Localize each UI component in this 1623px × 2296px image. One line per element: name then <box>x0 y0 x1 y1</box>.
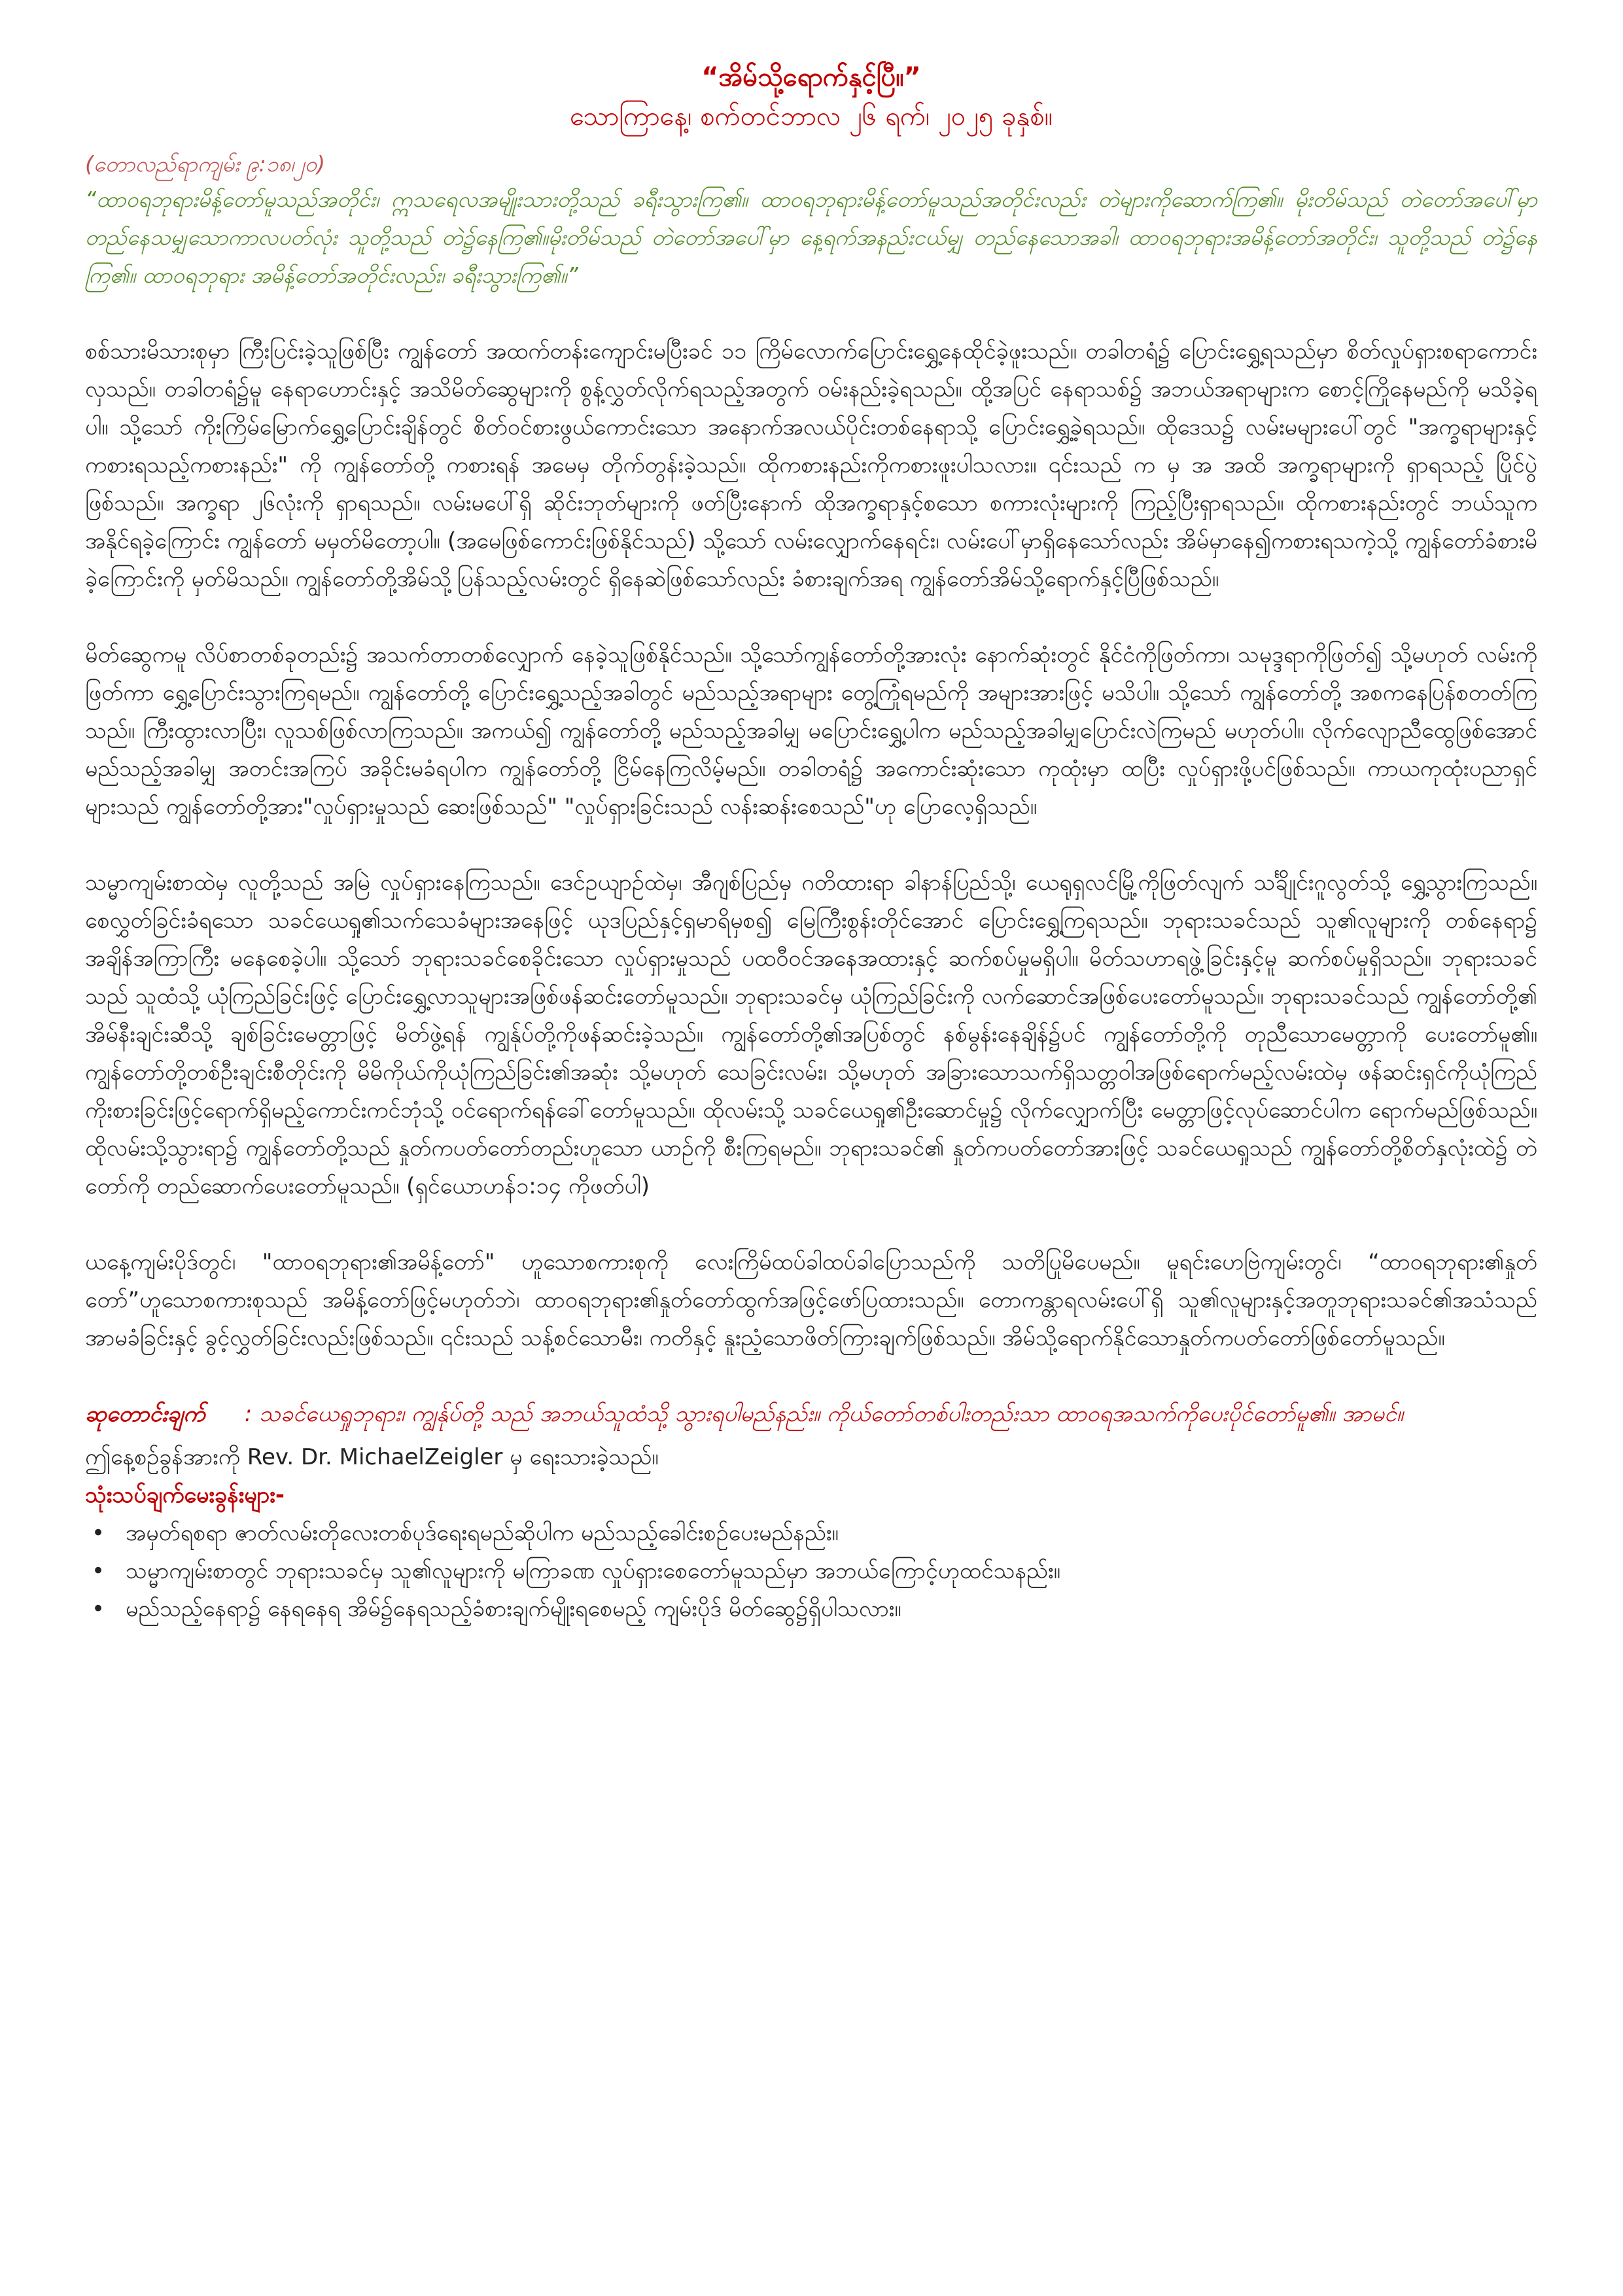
questions-title: သုံးသပ်ချက်မေးခွန်းများ- <box>85 1482 285 1508</box>
prayer <box>85 1395 1537 1433</box>
body-paragraph-3: သမ္မာကျမ်းစာထဲမှ လူတို့သည် အမြဲ လှုပ်ရှားနေကြသည်။ ဒေင်ဥယျာဉ်ထဲမှ၊ အီဂျစ်ပြည်မှ ဂတိထားရာ ခါနာန်ပြည်သို့၊ ယေရုရှလင်မြို့ကိုဖြတ်လျက် သင်္ချိုင်းဂူလွတ်သို့ ရွှေ့သွားကြသည်။ စေလွှတ်ခြင်းခံရသော သခင်ယေရှု၏သက်သေခံများအနေဖြင့် ယုဒပြည်နှင့်ရှမာရိမှစ၍ မြေကြီးစွန်းတိုင်အောင် ပြောင်းရွှေ့ကြရသည်။ ဘုရားသခင်သည် သူ၏လူများကို တစ်နေရာ၌ အချိန်အကြာကြီး မနေစေခဲ့ပါ။ သို့သော် ဘုရားသခင်စေခိုင်းသော လှုပ်ရှားမှုသည် ပထဝီဝင်အနေအထားနှင့် ဆက်စပ်မှုမရှိပါ။ မိတ်သဟာရဖွဲ့ခြင်းနှင့်မူ ဆက်စပ်မှုရှိသည်။ ဘုရားသခင်သည် သူထံသို့ ယုံကြည်ခြင်းဖြင့် ပြောင်းရွှေ့လာသူများအဖြစ်ဖန်ဆင်းတော်မူသည်။ ဘုရားသခင်မှ ယုံကြည်ခြင်းကို လက်ဆောင်အဖြစ်ပေးတော်မူသည်။ ဘုရားသခင်သည် ကျွန်တော်တို့၏ အိမ်နီးချင်းဆီသို့ ချစ်ခြင်းမေတ္တာဖြင့် မိတ်ဖွဲ့ရန် ကျွန်ုပ်တို့ကိုဖန်ဆင်းခဲ့သည်။ ကျွန်တော်တို့၏အပြစ်တွင် နစ်မွန်းနေချိန်၌ပင် ကျွန်တော်တို့ကို တုညီသောမေတ္တာကို ပေးတော်မူ၏။ ကျွန်တော်တို့တစ်ဦးချင်းစီတိုင်းကို မိမိကိုယ်ကိုယုံကြည်ခြင်း၏အဆုံး သို့မဟုတ် သေခြင်းလမ်း၊ သို့မဟုတ် အခြားသောသက်ရှိသတ္တဝါအဖြစ်ရောက်မည့်လမ်းထဲမှ ဖန်ဆင်းရှင်ကိုယုံကြည်ကိုးစားခြင်းဖြင့်ရောက်ရှိမည့်ကောင်းကင်ဘုံသို့ ဝင်ရောက်ရန်ခေါ်တော်မူသည်။ ထိုလမ်းသို့ သခင်ယေရှု၏ဦးဆောင်မှု၌ လိုက်လျှောက်ပြီး မေတ္တာဖြင့်လုပ်ဆောင်ပါက ရောက်မည်ဖြစ်သည်။ ထိုလမ်းသို့သွားရာ၌ ကျွန်တော်တို့သည် နှုတ်ကပတ်တော်တည်းဟူသော ယာဉ်ကို စီးကြရမည်။ ဘုရားသခင်၏ နှုတ်ကပတ်တော်အားဖြင့် သခင်ယေရှုသည် ကျွန်တော်တို့စိတ်နှလုံးထဲ၌ တဲတော်ကို တည်ဆောက်ပေးတော်မူသည်။ (ရှင်ယောဟန်၁:၁၄ ကိုဖတ်ပါ) <box>85 870 1537 1199</box>
body-paragraph-1: စစ်သားမိသားစုမှာ ကြီးပြင်းခဲ့သူဖြစ်ပြီး ကျွန်တော် အထက်တန်းကျောင်းမပြီးခင် ၁၁ ကြိမ်လောက်ပြောင်းရွှေ့နေထိုင်ခဲ့ဖူးသည်။ တခါတရံ၌ ပြောင်းရွှေ့ရသည်မှာ စိတ်လှုပ်ရှားစရာကောင်းလှသည်။ တခါတရံ၌မူ နေရာဟောင်းနှင့် အသိမိတ်ဆွေများကို စွန့်လွှတ်လိုက်ရသည့်အတွက် ဝမ်းနည်းခဲ့ရသည်။ ထို့အပြင် နေရာသစ်၌ အဘယ်အရာများက စောင့်ကြိုနေမည်ကို မသိခဲ့ရပါ။ သို့သော် ကိုးကြိမ်မြောက်ရွှေ့ပြောင်းချိန်တွင် စိတ်ဝင်စားဖွယ်ကောင်းသော အနောက်အလယ်ပိုင်းတစ်နေရာသို့ ပြောင်းရွှေ့ခဲ့ရသည်။ ထိုဒေသ၌ လမ်းမများပေါ်တွင် "အက္ခရာများနှင့်ကစားရသည့်ကစားနည်း" ကို ကျွန်တော်တို့ ကစားရန် အမေမှ တိုက်တွန်းခဲ့သည်။ ထိုကစားနည်းကိုကစားဖူးပါသလား။ ၎င်းသည် က မှ အ အထိ အက္ခရာများကို ရှာရသည့် ပြိုင်ပွဲဖြစ်သည်။ အက္ခရာ ၂၆လုံးကို ရှာရသည်။ လမ်းမပေါ်ရှိ ဆိုင်းဘုတ်များကို ဖတ်ပြီးနောက် ထိုအက္ခရာနှင့်စသော စကားလုံးများကို ကြည့်ပြီးရှာရသည်။ ထိုကစားနည်းတွင် ဘယ်သူကအနိုင်ရခဲ့ကြောင်း ကျွန်တော် မမှတ်မိတော့ပါ။ (အမေဖြစ်ကောင်းဖြစ်နိုင်သည်) သို့သော် လမ်းလျှောက်နေရင်း၊ လမ်းပေါ်မှာရှိနေသော်လည်း အိမ်မှာနေ၍ကစားရသကဲ့သို့ ကျွန်တော်ခံစားမိခဲ့ကြောင်းကို မှတ်မိသည်။ ကျွန်တော်တို့အိမ်သို့ပြန်သည့်လမ်းတွင် ရှိနေဆဲဖြစ်သော်လည်း ခံစားချက်အရ ကျွန်တော်အိမ်သို့ရောက်နှင့်ပြီဖြစ်သည်။ <box>85 338 1538 592</box>
scripture-reference: (တောလည်ရာကျမ်း ၉:၁၈၊၂၀) <box>85 151 326 177</box>
prayer-label: ဆုတောင်းချက် <box>85 1401 205 1427</box>
bullet-icon: • <box>92 1520 105 1546</box>
question-text: သမ္မာကျမ်းစာတွင် ဘုရားသခင်မှ သူ၏လူများကို မကြာခဏ လှုပ်ရှားစေတော်မူသည်မှာ အဘယ်ကြောင့်ဟုထင်သနည်း။ <box>126 1558 1060 1584</box>
body-paragraph-2: မိတ်ဆွေကမူ လိပ်စာတစ်ခုတည်း၌ အသက်တာတစ်လျှောက် နေခဲ့သူဖြစ်နိုင်သည်။ သို့သော်ကျွန်တော်တို့အားလုံး နောက်ဆုံးတွင် နိုင်ငံကိုဖြတ်ကာ၊ သမုဒ္ဒရာကိုဖြတ်၍ သို့မဟုတ် လမ်းကိုဖြတ်ကာ ရွှေ့ပြောင်းသွားကြရမည်။ ကျွန်တော်တို့ ပြောင်းရွှေ့သည့်အခါတွင် မည်သည့်အရာများ တွေ့ကြုံရမည်ကို အများအားဖြင့် မသိပါ။ သို့သော် ကျွန်တော်တို့ အစကနေပြန်စတတ်ကြသည်။ ကြီးထွားလာပြီး၊ လူသစ်ဖြစ်လာကြသည်။ အကယ်၍ ကျွန်တော်တို့ မည်သည့်အခါမျှ မပြောင်းရွှေ့ပါက မည်သည့်အခါမျှပြောင်းလဲကြမည် မဟုတ်ပါ။ လိုက်လျောညီထွေဖြစ်အောင် မည်သည့်အခါမျှ အတင်းအကြပ် အခိုင်းမခံရပါက ကျွန်တော်တို့ ငြိမ်နေကြလိမ့်မည်။ တခါတရံ၌ အကောင်းဆုံးသော ကုထုံးမှာ ထပြီး လှုပ်ရှားဖို့ပင်ဖြစ်သည်။ ကာယကုထုံးပညာရှင်များသည် ကျွန်တော်တို့အား"လှုပ်ရှားမှုသည် ဆေးဖြစ်သည်" "လှုပ်ရှားခြင်းသည် လန်းဆန်းစေသည်"ဟု ပြောလေ့ရှိသည်။ <box>85 642 1537 820</box>
questions-list <box>85 1514 1537 1628</box>
question-text: အမှတ်ရစရာ ဇာတ်လမ်းတိုလေးတစ်ပုဒ်ရေးရမည်ဆိုပါက မည်သည့်ခေါင်းစဉ်ပေးမည်နည်း။ <box>126 1520 839 1546</box>
author-credit: ဤနေ့စဉ်ခွန်အားကို Rev. Dr. MichaelZeigler မှ ရေးသားခဲ့သည်။ <box>85 1444 659 1470</box>
list-item <box>85 1514 1537 1552</box>
scripture-text: “ထာဝရဘုရားမိန့်တော်မူသည်အတိုင်း၊ ဣသရေလအမျိုးသားတို့သည် ခရီးသွားကြ၏။ ထာဝရဘုရားမိန့်တော်မူသည်အတိုင်းလည်း တဲများကိုဆောက်ကြ၏။ မိုးတိမ်သည် တဲတော်အပေါ်မှာ တည်နေသမျှသောကာလပတ်လုံး သူတို့သည် တဲ၌နေကြ၏။မိုးတိမ်သည် တဲတော်အပေါ်မှာ နေ့ရက်အနည်းငယ်မျှ တည်နေသောအခါ၊ ထာဝရဘုရားအမိန့်တော်အတိုင်း၊ သူတို့သည် တဲ၌နေကြ၏။ ထာဝရဘုရား အမိန့်တော်အတိုင်းလည်း၊ ခရီးသွားကြ၏။” <box>85 186 1537 288</box>
page-date: သောကြာနေ့၊ စက်တင်ဘာလ ၂၆ ရက်၊ ၂၀၂၅ ခုနှစ်။ <box>570 101 1053 132</box>
prayer-text: : သခင်ယေရှုဘုရား၊ ကျွန်ုပ်တို့ သည် အဘယ်သူထံသို့ သွားရပါမည်နည်း။ ကိုယ်တော်တစ်ပါးတည်းသာ ထာဝရအသက်ကိုပေးပိုင်တော်မူ၏။ အာမင်။ <box>244 1401 1404 1427</box>
bullet-icon: • <box>92 1596 105 1622</box>
body-paragraph-4: ယနေ့ကျမ်းပိုဒ်တွင်၊ "ထာဝရဘုရား၏အမိန့်တော်" ဟူသောစကားစုကို လေးကြိမ်ထပ်ခါထပ်ခါပြောသည်ကို သတိပြုမိပေမည်။ မူရင်းဟေဗြဲကျမ်းတွင်၊ “ထာဝရဘုရား၏နှုတ်တော်”ဟူသောစကားစုသည် အမိန့်တော်ဖြင့်မဟုတ်ဘဲ၊ ထာဝရဘုရား၏နှုတ်တော်ထွက်အဖြင့်ဖော်ပြထားသည်။ တောကန္တာရလမ်းပေါ်ရှိ သူ၏လူများနှင့်အတူဘုရားသခင်၏အသံသည် အာမခံခြင်းနှင့် ခွင့်လွှတ်ခြင်းလည်းဖြစ်သည်။ ၎င်းသည် သန့်စင်သောမီး၊ ကတိနှင့် နူးညံ့သောဖိတ်ကြားချက်ဖြစ်သည်။ အိမ်သို့ရောက်နိုင်သောနှုတ်ကပတ်တော်ဖြစ်တော်မူသည်။ <box>85 1249 1537 1351</box>
list-item <box>85 1552 1537 1590</box>
page-title: “အိမ်သို့ရောက်နှင့်ပြီ။” <box>701 62 921 92</box>
question-text: မည်သည့်နေရာ၌ နေရနေရ အိမ်၌နေရသည့်ခံစားချက်မျိုးရစေမည့် ကျမ်းပိုဒ် မိတ်ဆွေ၌ရှိပါသလား။ <box>126 1596 901 1622</box>
list-item <box>85 1590 1537 1628</box>
devotional-page <box>85 46 1537 1628</box>
bullet-icon: • <box>92 1558 105 1584</box>
